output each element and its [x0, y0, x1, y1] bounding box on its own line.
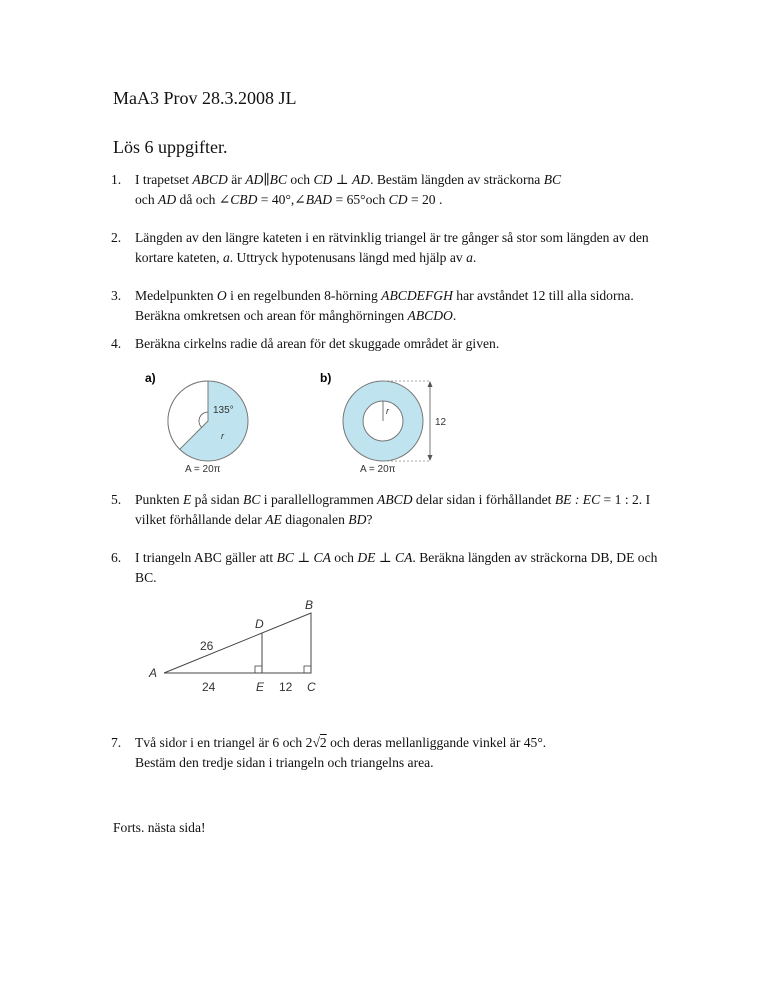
question-7-line-1: Två sidor i en triangel är 6 och 2√2 och deras mellanliggande vinkel är 45°.	[135, 735, 547, 750]
question-6-text: I triangeln ABC gäller att BC ⊥ CA och DE ⊥ CA. Beräkna längden av sträckorna DB, DE och BC.	[135, 550, 658, 585]
page-title: MaA3 Prov 28.3.2008 JL	[113, 88, 297, 108]
question-6	[111, 548, 675, 587]
question-7	[111, 733, 675, 772]
question-1	[111, 170, 675, 209]
footer-note: Forts. nästa sida!	[113, 820, 206, 835]
figure-label: a)	[145, 372, 156, 385]
question-2-text: Längden av den längre kateten i en rätvinklig triangel är tre gånger så stor som längden av den kortare kateten, a. Uttryck hypotenusans längd med hjälp av a.	[135, 230, 649, 265]
radius-label: r	[386, 406, 389, 416]
area-label: A = 20π	[185, 464, 221, 474]
dimension-arrow-top	[428, 381, 433, 387]
question-4	[111, 334, 675, 354]
question-1-line-1: I trapetset ABCD är AD∥BC och CD ⊥ AD. Bestäm längden av sträckorna BC	[135, 172, 562, 187]
right-angle-e	[255, 666, 262, 673]
question-5	[111, 490, 675, 529]
figure-4a	[145, 372, 255, 474]
sqrt-radicand: 2	[319, 735, 327, 750]
question-number: 6.	[111, 550, 122, 565]
vertex-e: E	[256, 680, 265, 694]
vertex-a: A	[149, 666, 158, 680]
question-5-text: Punkten E på sidan BC i parallellogrammen ABCD delar sidan i förhållandet BE : EC = 1 : 2. I vilket förhållande delar AE diagonalen BD?	[135, 492, 651, 527]
question-4-text: Beräkna cirkelns radie då arean för det skuggade området är given.	[135, 336, 500, 351]
sqrt-symbol: √	[312, 735, 320, 750]
vertex-c: C	[307, 680, 316, 694]
angle-label: 135°	[213, 405, 234, 416]
vertex-d: D	[255, 617, 264, 631]
dimension-arrow-bottom	[428, 455, 433, 461]
question-7-line-2: Bestäm den tredje sidan i triangeln och triangelns area.	[135, 754, 434, 770]
question-number: 1.	[111, 172, 122, 187]
question-number: 3.	[111, 288, 122, 303]
question-3-text: Medelpunkten O i en regelbunden 8-hörning ABCDEFGH har avståndet 12 till alla sidorna. Beräkna omkretsen och arean för månghörningen ABCDO.	[135, 288, 634, 323]
figure-label: b)	[320, 372, 332, 385]
vertex-b: B	[305, 598, 314, 612]
area-label: A = 20π	[360, 464, 396, 474]
length-ec: 12	[279, 680, 293, 694]
question-1-line-2: och AD då och ∠CBD = 40°,∠BAD = 65°och CD = 20 .	[135, 191, 443, 207]
radius-label: r	[221, 431, 224, 441]
figure-4b	[318, 372, 458, 474]
length-ad: 26	[200, 639, 214, 653]
question-number: 2.	[111, 230, 122, 245]
instruction: Lös 6 uppgifter.	[113, 137, 228, 157]
figure-6-triangle	[145, 595, 335, 695]
triangle-abc	[164, 613, 311, 673]
question-number: 7.	[111, 735, 122, 750]
question-number: 4.	[111, 336, 122, 351]
question-3	[111, 286, 675, 325]
length-ae: 24	[202, 680, 216, 694]
question-2	[111, 228, 675, 267]
right-angle-c	[304, 666, 311, 673]
question-number: 5.	[111, 492, 122, 507]
dimension-label: 12	[435, 417, 447, 428]
